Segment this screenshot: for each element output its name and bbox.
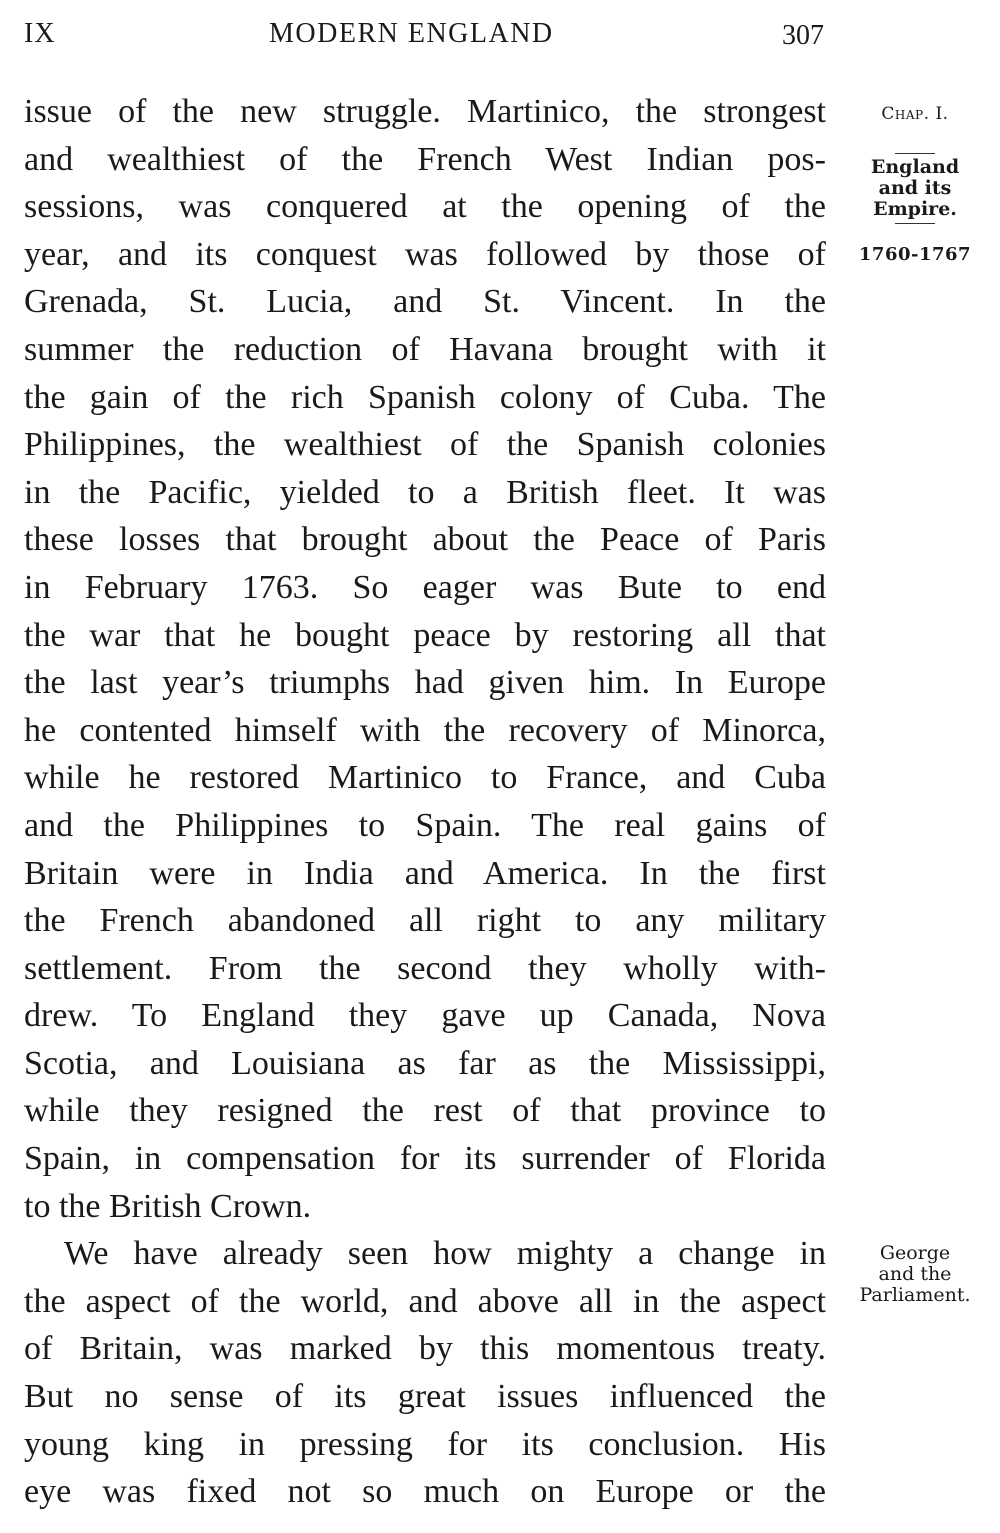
text-line: the aspect of the world, and above all in the aspect (24, 1282, 826, 1320)
margin-section-line-3: Parliament. (859, 1284, 971, 1306)
margin-chapter-text: Chap. I. (881, 104, 949, 124)
text-line: the war that he bought peace by restoring all that (24, 616, 826, 654)
page-number: 307 (782, 20, 824, 51)
margin-dates (840, 244, 990, 265)
text-line: Britain were in India and America. In the first (24, 854, 826, 892)
margin-rule-bottom (895, 223, 935, 224)
text-line: But no sense of its great issues influenced the (24, 1378, 826, 1416)
margin-section-line-2: and the (878, 1263, 952, 1285)
text-line: year, and its conquest was followed by those of (24, 235, 826, 273)
margin-subject-line-2: and its (878, 177, 952, 199)
text-line: in the Pacific, yielded to a British fleet. It was (24, 473, 826, 511)
body-text (24, 88, 826, 1516)
margin-chapter-label (840, 104, 990, 124)
text-line: these losses that brought about the Peace of Paris (24, 521, 826, 559)
text-line: Philippines, the wealthiest of the Spanish colonies (24, 426, 826, 464)
text-line: of Britain, was marked by this momentous treaty. (24, 1330, 826, 1368)
text-line: Grenada, St. Lucia, and St. Vincent. In the (24, 283, 826, 321)
text-line: in February 1763. So eager was Bute to end (24, 568, 826, 606)
paragraph-first-line: We have already seen how mighty a change in (64, 1235, 826, 1273)
text-line: Spain, in compensation for its surrender of Florida (24, 1140, 826, 1178)
text-line: settlement. From the second they wholly with- (24, 949, 826, 987)
text-line: drew. To England they gave up Canada, Nova (24, 997, 826, 1035)
text-line: he contented himself with the recovery of Minorca, (24, 711, 826, 749)
margin-section-note (840, 1243, 990, 1306)
margin-subject-note (840, 150, 990, 227)
running-head (24, 18, 824, 58)
text-line: Scotia, and Louisiana as far as the Mississippi, (24, 1044, 826, 1082)
text-line: young king in pressing for its conclusion. His (24, 1425, 826, 1463)
text-line: and wealthiest of the French West Indian pos- (24, 140, 826, 178)
text-line: the last year’s triumphs had given him. In Europe (24, 664, 826, 702)
text-line: issue of the new struggle. Martinico, the strongest (24, 93, 826, 130)
text-line: eye was fixed not so much on Europe or the (24, 1473, 826, 1511)
paragraph-last-line: to the British Crown. (24, 1187, 312, 1225)
margin-subject-line-3: Empire. (873, 198, 957, 220)
text-line: summer the reduction of Havana brought with it (24, 330, 826, 368)
margin-section-line-1: George (879, 1242, 951, 1264)
text-line: the French abandoned all right to any military (24, 902, 826, 940)
text-line: while he restored Martinico to France, and Cuba (24, 759, 826, 797)
margin-subject-line-1: England (870, 156, 960, 178)
margin-rule-top (895, 153, 935, 154)
text-line: while they resigned the rest of that province to (24, 1092, 826, 1130)
text-line: sessions, was conquered at the opening of the (24, 188, 826, 226)
text-line: the gain of the rich Spanish colony of Cuba. The (24, 378, 826, 416)
text-line: and the Philippines to Spain. The real gains of (24, 806, 826, 844)
book-title: MODERN ENGLAND (269, 18, 554, 49)
chapter-numeral: IX (24, 18, 56, 49)
margin-dates-text: 1760-1767 (858, 244, 972, 265)
